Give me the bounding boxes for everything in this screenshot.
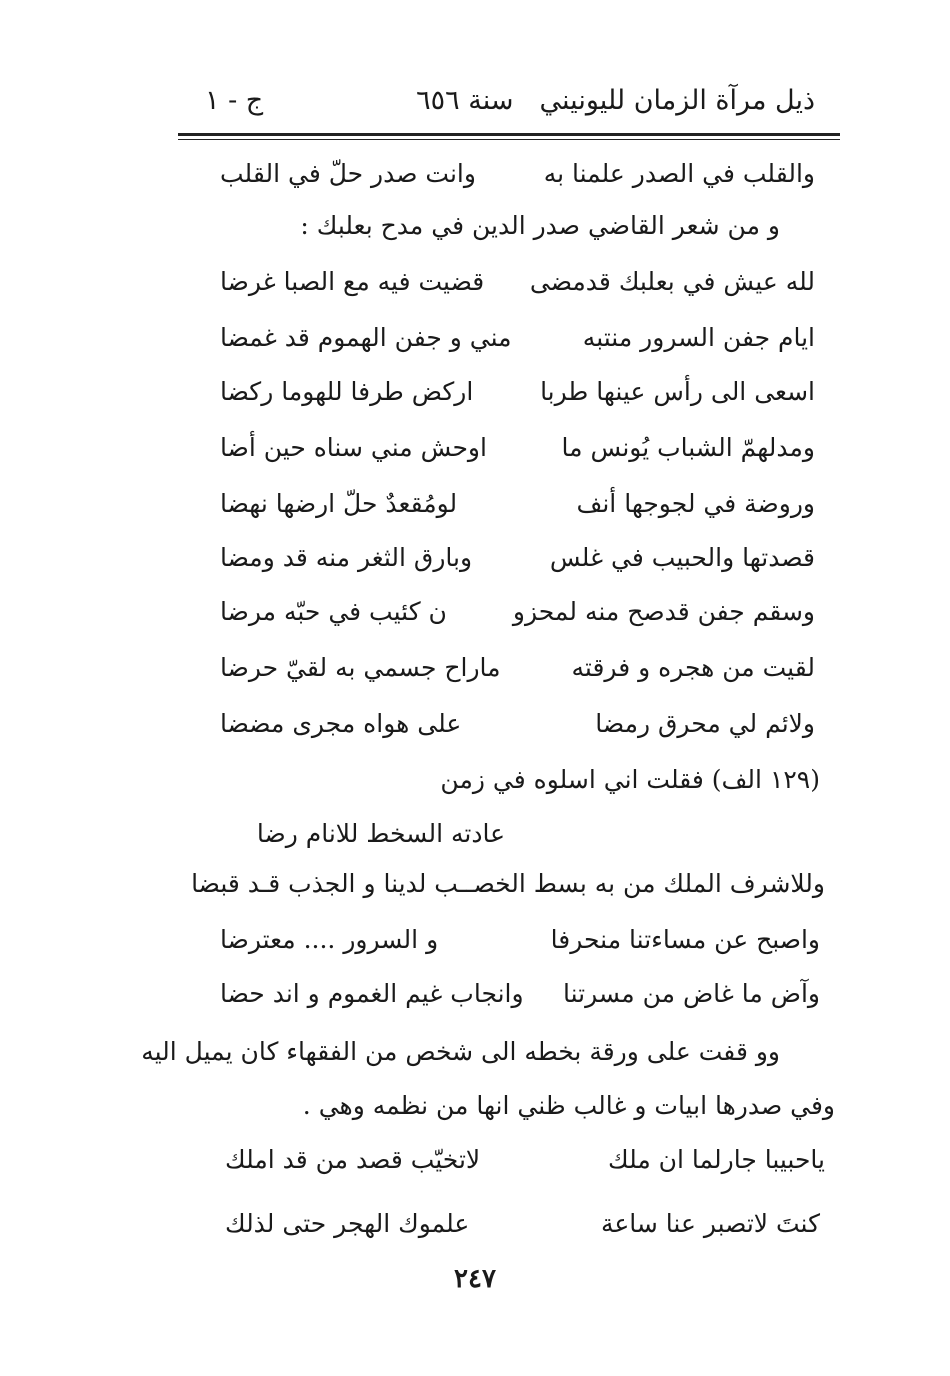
text-line-17: [141, 1034, 780, 1070]
verse-second-half: مني و جفن الهموم قد غمضا: [220, 323, 512, 352]
header-title-group: [416, 85, 815, 116]
prose-text: و من شعر القاضي صدر الدين في مدح بعلبك :: [300, 211, 780, 240]
verse-first-half: ولائم لي محرق رمضا: [595, 709, 815, 738]
verse-second-half: ن كئيب في حبّه مرضا: [220, 597, 447, 626]
page-number: ٢٤٧: [454, 1264, 496, 1294]
text-line-5: [220, 374, 815, 410]
verse-second-half: علموك الهجر حتى لذلك: [225, 1209, 470, 1238]
verse-line-with-folio-marker: (١٢٩ الف) فقلت اني اسلوه في زمن: [440, 765, 820, 794]
text-line-6: [220, 430, 815, 466]
text-line-12: [440, 762, 820, 798]
verse-first-half: قصدتها والحبيب في غلس: [549, 543, 815, 572]
verse-first-half: اسعى الى رأس عينها طربا: [540, 377, 815, 406]
verse-first-half: لقيت من هجره و فرقته: [571, 653, 815, 682]
verse-first-half: ومدلهمّ الشباب يُونس ما: [561, 433, 815, 462]
text-line-11: [220, 706, 815, 742]
verse-second-half: اركض طرفا للهوما ركضا: [220, 377, 474, 406]
text-line-10: [220, 650, 815, 686]
verse-first-half: ياحبيبا جارلما ان ملك: [608, 1145, 825, 1174]
verse-second-half: اوحش مني سناه حين أضا: [220, 433, 487, 462]
verse-first-half: ايام جفن السرور منتبه: [582, 323, 815, 352]
text-line-4: [220, 320, 815, 356]
verse-line: عادته السخط للانام رضا: [256, 819, 505, 848]
verse-second-half: و السرور .... معترضا: [220, 925, 439, 954]
text-line-9: [220, 594, 815, 630]
verse-first-half: وللاشرف الملك من به بسط الخصـ: [466, 869, 825, 898]
verse-first-half: لله عيش في بعلبك قدمضى: [529, 267, 815, 296]
verse-second-half: وانجاب غيم الغموم و اند حضا: [220, 979, 524, 1008]
header-year: سنة ٦٥٦: [416, 84, 514, 116]
header-volume: ج - ١: [205, 84, 264, 116]
verse-second-half: على هواه مجرى مضضا: [220, 709, 462, 738]
header-rule-thin: [178, 139, 840, 140]
text-line-1: [220, 156, 815, 192]
text-line-13: [257, 816, 505, 852]
text-line-19: [225, 1142, 825, 1178]
verse-second-half: ـب لدينا و الجذب قـد قبضا: [191, 869, 467, 898]
header-book-title: ذيل مرآة الزمان لليونيني: [539, 84, 815, 116]
text-line-8: [220, 540, 815, 576]
verse-second-half: ماراح جسمي به لقيّ حرضا: [220, 653, 501, 682]
verse-first-half: كنتَ لاتصبر عنا ساعة: [600, 1209, 820, 1238]
text-line-18: [303, 1088, 835, 1124]
verse-first-half: وآض ما غاض من مسرتنا: [563, 979, 820, 1008]
verse-first-half: وسقم جفن قدصح منه لمحزو: [512, 597, 815, 626]
verse-second-half: قضيت فيه مع الصبا غرضا: [220, 267, 485, 296]
prose-text: وفي صدرها ابيات و غالب ظني انها من نظمه وهي .: [302, 1091, 835, 1120]
text-line-3: [220, 264, 815, 300]
prose-text: وو قفت على ورقة بخطه الى شخص من الفقهاء كان يميل اليه: [141, 1037, 780, 1066]
header-rule-thick: [178, 133, 840, 136]
text-line-20: [225, 1206, 820, 1242]
text-line-14: [191, 866, 825, 902]
text-line-7: [220, 486, 815, 522]
text-line-15: [220, 922, 820, 958]
verse-first-half: والقلب في الصدر علمنا به: [543, 159, 815, 188]
verse-first-half: واصبح عن مساءتنا منحرفا: [550, 925, 820, 954]
running-header: [205, 80, 815, 120]
verse-second-half: لاتخيّب قصد من قد املك: [225, 1145, 481, 1174]
verse-second-half: لومُقعدٌ حلّ ارضها نهضا: [220, 489, 458, 518]
text-line-16: [220, 976, 820, 1012]
verse-second-half: وانت صدر حلّ في القلب: [220, 159, 476, 188]
verse-first-half: وروضة في لجوجها أنف: [576, 489, 815, 518]
text-line-2: [300, 208, 780, 244]
verse-second-half: وبارق الثغر منه قد ومضا: [220, 543, 473, 572]
